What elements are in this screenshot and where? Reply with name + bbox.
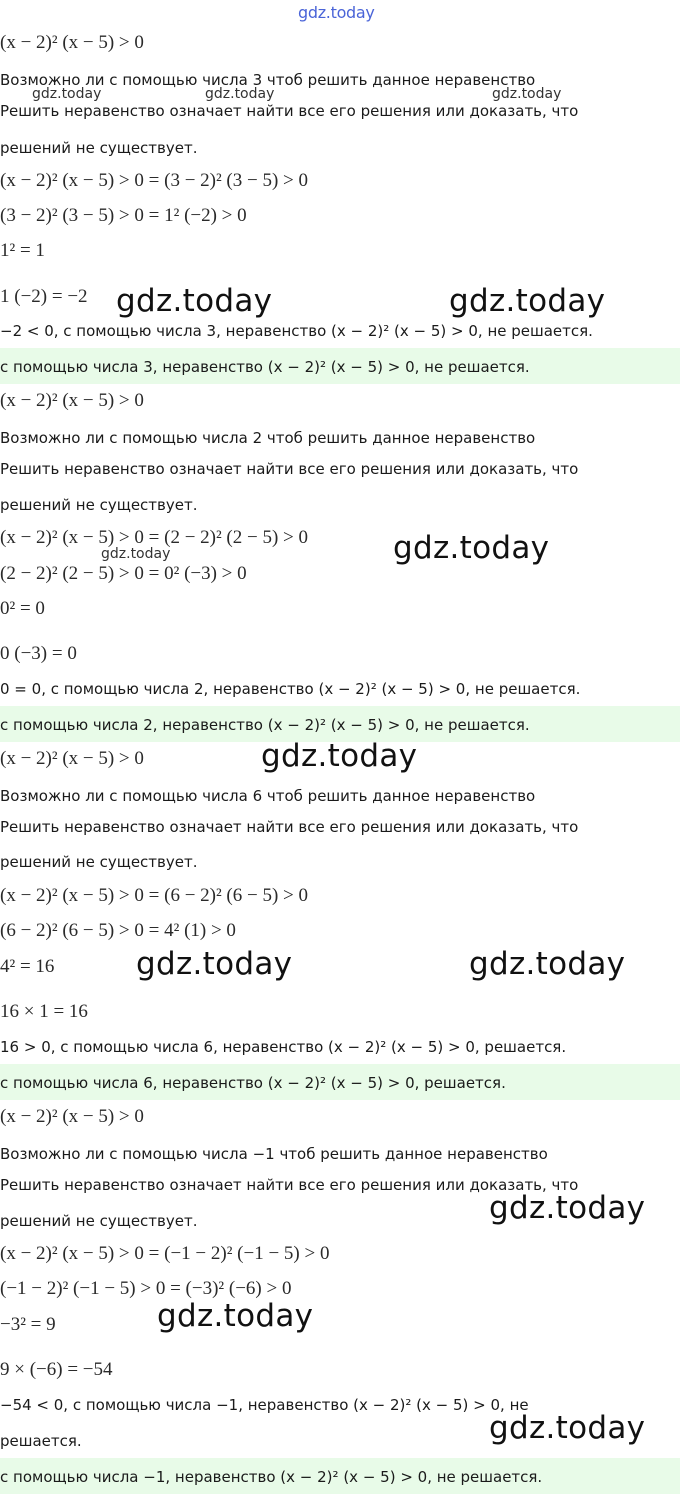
watermark-large: gdz.today [261,738,418,774]
solution-step: (3 − 2)² (3 − 5) > 0 = 1² (−2) > 0 [0,205,247,226]
watermark-large: gdz.today [157,1298,314,1334]
question-text: Возможно ли с помощью числа 2 чтоб решить данное неравенство [0,429,536,447]
watermark-large: gdz.today [449,283,606,319]
inequality: (x − 2)² (x − 5) > 0 [0,748,144,769]
inequality: (x − 2)² (x − 5) > 0 [0,390,144,411]
conclusion-text: решается. [0,1432,82,1450]
solution-step: 4² = 16 [0,956,55,977]
explanation-text: Решить неравенство означает найти все его решения или доказать, что [0,818,579,836]
explanation-text: Решить неравенство означает найти все его решения или доказать, что [0,102,579,120]
watermark-large: gdz.today [136,946,293,982]
solution-step: 16 × 1 = 16 [0,1001,88,1022]
question-text: Возможно ли с помощью числа 6 чтоб решить данное неравенство [0,787,536,805]
watermark-small: gdz.today [205,86,275,102]
watermark-small: gdz.today [32,86,102,102]
solution-step: (x − 2)² (x − 5) > 0 = (6 − 2)² (6 − 5) > 0 [0,885,309,906]
solution-step: −3² = 9 [0,1314,56,1335]
answer-text: с помощью числа 3, неравенство (x − 2)² (x − 5) > 0, не решается. [0,358,530,376]
solution-step: (6 − 2)² (6 − 5) > 0 = 4² (1) > 0 [0,920,236,941]
explanation-text: Решить неравенство означает найти все его решения или доказать, что [0,1176,579,1194]
watermark-large: gdz.today [489,1410,646,1446]
explanation-text: Решить неравенство означает найти все его решения или доказать, что [0,460,579,478]
solution-step: (x − 2)² (x − 5) > 0 = (−1 − 2)² (−1 − 5) > 0 [0,1243,330,1264]
inequality: (x − 2)² (x − 5) > 0 [0,32,144,53]
conclusion-text: −54 < 0, с помощью числа −1, неравенство (x − 2)² (x − 5) > 0, не [0,1396,529,1414]
explanation-text: решений не существует. [0,496,198,514]
conclusion-text: 0 = 0, с помощью числа 2, неравенство (x − 2)² (x − 5) > 0, не решается. [0,680,581,698]
solution-step: 0 (−3) = 0 [0,643,77,664]
explanation-text: решений не существует. [0,853,198,871]
solution-step: (2 − 2)² (2 − 5) > 0 = 0² (−3) > 0 [0,563,247,584]
solution-step: (−1 − 2)² (−1 − 5) > 0 = (−3)² (−6) > 0 [0,1278,292,1299]
solution-step: 1² = 1 [0,240,45,261]
solution-step: 9 × (−6) = −54 [0,1359,113,1380]
watermark-small: gdz.today [101,546,171,562]
watermark-large: gdz.today [393,530,550,566]
answer-text: с помощью числа 6, неравенство (x − 2)² (x − 5) > 0, решается. [0,1074,506,1092]
answer-text: с помощью числа 2, неравенство (x − 2)² (x − 5) > 0, не решается. [0,716,530,734]
inequality: (x − 2)² (x − 5) > 0 [0,1106,144,1127]
explanation-text: решений не существует. [0,1212,198,1230]
solution-step: (x − 2)² (x − 5) > 0 = (2 − 2)² (2 − 5) > 0 [0,527,309,548]
conclusion-text: 16 > 0, с помощью числа 6, неравенство (x − 2)² (x − 5) > 0, решается. [0,1038,567,1056]
site-watermark: gdz.today [298,3,375,22]
watermark-large: gdz.today [116,283,273,319]
watermark-small: gdz.today [492,86,562,102]
watermark-large: gdz.today [489,1190,646,1226]
answer-text: с помощью числа −1, неравенство (x − 2)² (x − 5) > 0, не решается. [0,1468,543,1486]
question-text: Возможно ли с помощью числа 3 чтоб решить данное неравенство [0,71,536,89]
conclusion-text: −2 < 0, с помощью числа 3, неравенство (x − 2)² (x − 5) > 0, не решается. [0,322,593,340]
solution-step: 0² = 0 [0,598,45,619]
watermark-large: gdz.today [469,946,626,982]
explanation-text: решений не существует. [0,139,198,157]
solution-step: 1 (−2) = −2 [0,286,88,307]
solution-step: (x − 2)² (x − 5) > 0 = (3 − 2)² (3 − 5) > 0 [0,170,309,191]
question-text: Возможно ли с помощью числа −1 чтоб решить данное неравенство [0,1145,548,1163]
